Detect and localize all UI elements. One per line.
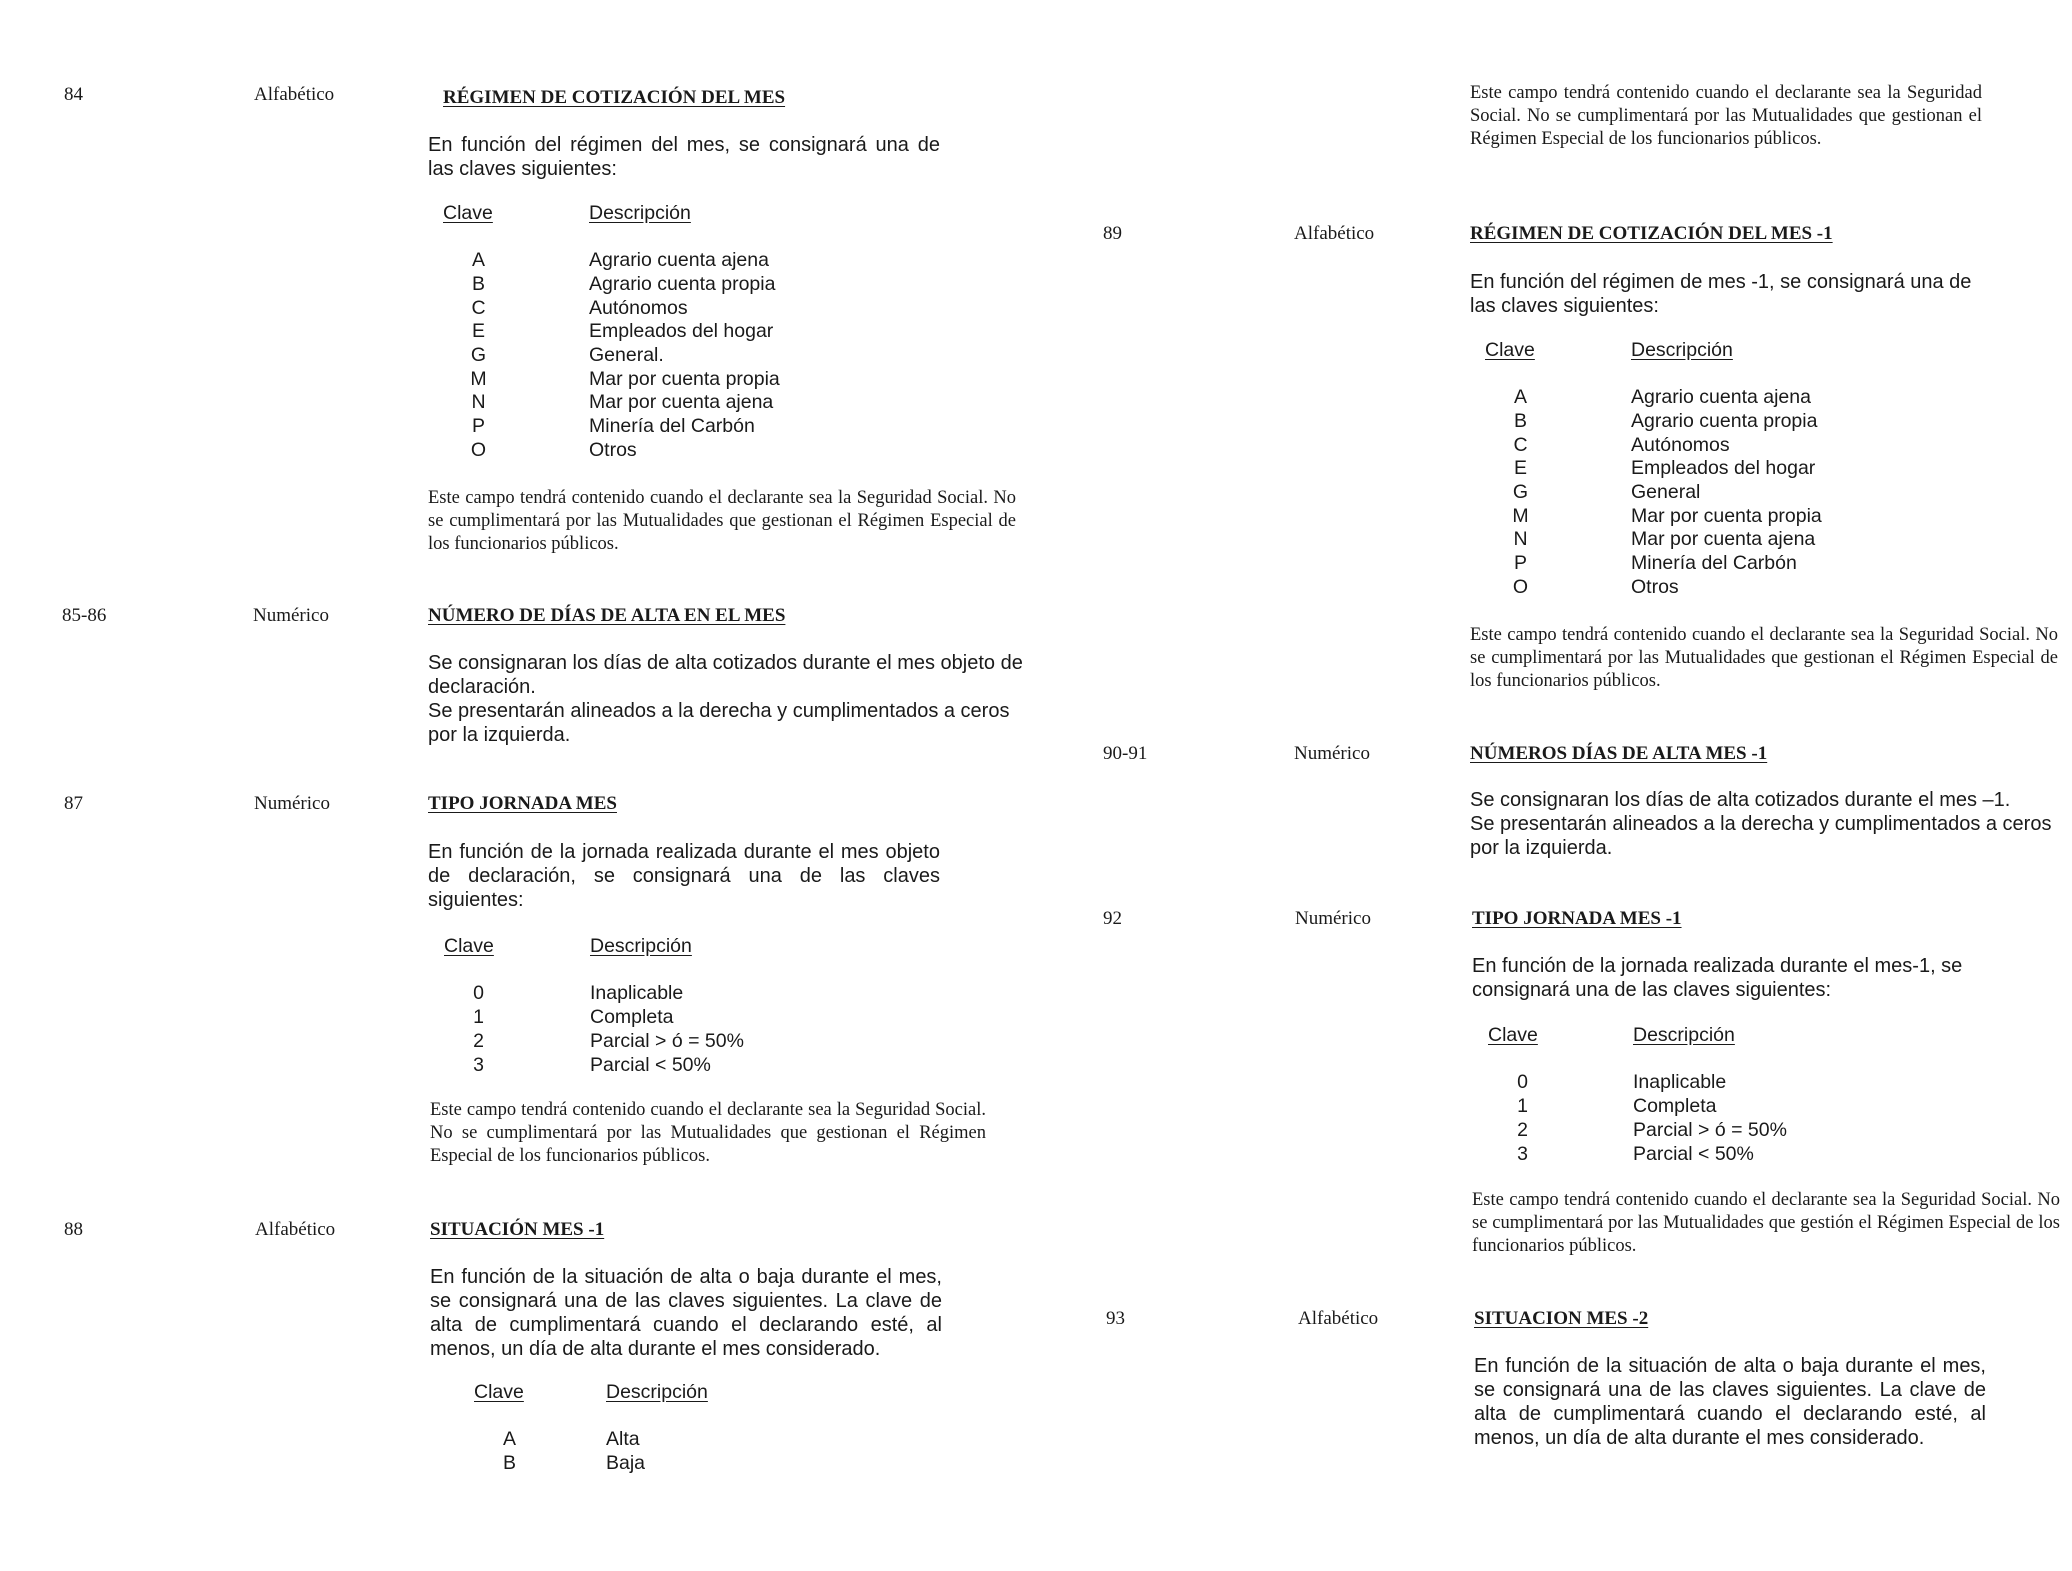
field-title: TIPO JORNADA MES (428, 793, 617, 814)
code-description: Agrario cuenta propia (1631, 410, 1818, 432)
code-row (1449, 505, 1822, 528)
code-key: 3 (1517, 1143, 1528, 1165)
code-row (1449, 410, 1817, 433)
code-key: N (471, 391, 486, 413)
field-position: 92 (1103, 908, 1122, 929)
code-description: Parcial < 50% (1633, 1143, 1754, 1165)
field-intro: En función de la jornada realizada durante el mes objeto de declaración, se consignará una de las claves siguientes: (428, 841, 940, 911)
field-position: 88 (64, 1219, 83, 1240)
code-description: Parcial > ó = 50% (1633, 1119, 1787, 1141)
code-description: Agrario cuenta propia (589, 273, 776, 295)
code-description: Agrario cuenta ajena (1631, 386, 1811, 408)
code-header-clave: Clave (1485, 339, 1535, 361)
code-row (1451, 1119, 1787, 1142)
code-description: Mar por cuenta propia (1631, 505, 1822, 527)
field-type: Numérico (1295, 908, 1371, 929)
code-key: N (1513, 528, 1528, 550)
field-intro-2: Se presentarán alineados a la derecha y cumplimentados a ceros por la izquierda. (1470, 813, 2052, 859)
code-description: Parcial > ó = 50% (590, 1030, 744, 1052)
code-header-descripcion: Descripción (1633, 1024, 1735, 1046)
code-row (1451, 1143, 1754, 1166)
code-description: Empleados del hogar (1631, 457, 1816, 479)
field-position: 87 (64, 793, 83, 814)
code-description: General. (589, 344, 664, 366)
code-header-clave: Clave (1488, 1024, 1538, 1046)
field-position: 85-86 (62, 605, 107, 626)
field-intro-2: Se presentarán alineados a la derecha y cumplimentados a ceros por la izquierda. (428, 700, 1010, 746)
code-header-descripcion: Descripción (589, 202, 691, 224)
code-description: Mar por cuenta ajena (589, 391, 774, 413)
code-header-clave: Clave (474, 1381, 524, 1403)
code-row (407, 297, 688, 320)
code-key: B (1513, 410, 1527, 432)
code-description: Autónomos (589, 297, 688, 319)
field-title: RÉGIMEN DE COTIZACIÓN DEL MES (443, 87, 786, 108)
code-row (407, 249, 769, 272)
field-intro: En función del régimen de mes -1, se consignará una de las claves siguientes: (1470, 271, 1972, 317)
code-row (1451, 1095, 1716, 1118)
field-title: TIPO JORNADA MES -1 (1472, 908, 1682, 929)
code-row (407, 273, 775, 296)
code-header-descripcion: Descripción (1631, 339, 1733, 361)
code-row (407, 368, 780, 391)
field-note: Este campo tendrá contenido cuando el declarante sea la Seguridad Social. No se cumplimentará por las Mutualidades que gestionan el Régimen Especial de los funcionarios públicos. (1470, 625, 2058, 691)
field-type: Numérico (1294, 743, 1370, 764)
field-type: Numérico (253, 605, 329, 626)
code-description: Empleados del hogar (589, 320, 774, 342)
code-row (407, 1030, 744, 1053)
field-type: Alfabético (255, 1219, 336, 1240)
field-intro: En función del régimen del mes, se consignará una de las claves siguientes: (428, 134, 940, 180)
code-description: Alta (606, 1428, 640, 1450)
code-description: General (1631, 481, 1701, 503)
field-position: 89 (1103, 223, 1122, 244)
field-intro: Se consignaran los días de alta cotizados durante el mes objeto de declaración. (428, 652, 1023, 698)
field-position: 90-91 (1103, 743, 1148, 764)
code-key: C (471, 297, 486, 319)
code-key: O (470, 439, 487, 461)
code-description: Minería del Carbón (1631, 552, 1797, 574)
code-key: C (1513, 434, 1528, 456)
code-description: Minería del Carbón (589, 415, 755, 437)
code-row (1449, 576, 1679, 599)
code-key: O (1512, 576, 1529, 598)
code-row (407, 439, 637, 462)
code-key: G (470, 344, 487, 366)
code-key: E (1513, 457, 1527, 479)
code-header-clave: Clave (443, 202, 493, 224)
code-key: 2 (1517, 1119, 1528, 1141)
code-description: Agrario cuenta ajena (589, 249, 769, 271)
code-description: Inaplicable (590, 982, 684, 1004)
code-header-clave: Clave (444, 935, 494, 957)
code-row (407, 1006, 673, 1029)
field-position: 84 (64, 84, 83, 105)
code-row (1451, 1071, 1726, 1094)
code-row (407, 982, 683, 1005)
field-title: SITUACION MES -2 (1474, 1308, 1649, 1329)
code-description: Baja (606, 1452, 646, 1474)
code-row (1449, 528, 1815, 551)
code-key: 3 (473, 1054, 484, 1076)
code-description: Otros (589, 439, 637, 461)
code-table (438, 1381, 938, 1476)
code-header-descripcion: Descripción (606, 1381, 708, 1403)
code-key: 2 (473, 1030, 484, 1052)
code-table (1451, 1024, 1971, 1164)
field-intro: Se consignaran los días de alta cotizados durante el mes –1. (1470, 789, 2011, 811)
code-row (1449, 552, 1797, 575)
code-key: 0 (473, 982, 484, 1004)
code-description: Completa (1633, 1095, 1717, 1117)
field-position: 93 (1106, 1308, 1125, 1329)
code-key: E (471, 320, 485, 342)
code-table (407, 202, 927, 464)
code-key: A (502, 1428, 516, 1450)
field-type: Alfabético (254, 84, 335, 105)
code-row (1449, 386, 1811, 409)
code-description: Inaplicable (1633, 1071, 1727, 1093)
field-title: SITUACIÓN MES -1 (430, 1219, 605, 1240)
code-row (407, 320, 773, 343)
code-key: 1 (1517, 1095, 1528, 1117)
code-row (438, 1452, 645, 1475)
code-key: P (1513, 552, 1527, 574)
field-note: Este campo tendrá contenido cuando el declarante sea la Seguridad Social. No se cumplimentará por las Mutualidades que gestionan el Régimen Especial de los funcionarios públicos. (430, 1100, 986, 1166)
field-type: Numérico (254, 793, 330, 814)
code-description: Mar por cuenta ajena (1631, 528, 1816, 550)
code-row (407, 1054, 711, 1077)
field-intro: En función de la situación de alta o baja durante el mes, se consignará una de las claves siguientes. La clave de alta de cumplimentará cuando el declarando esté, al menos, un día de alta durante el mes considerado. (430, 1266, 942, 1360)
code-key: B (471, 273, 485, 295)
code-key: M (1512, 505, 1529, 527)
code-description: Autónomos (1631, 434, 1730, 456)
code-description: Mar por cuenta propia (589, 368, 780, 390)
field-note: Este campo tendrá contenido cuando el declarante sea la Seguridad Social. No se cumplimentará por las Mutualidades que gestionan el Régimen Especial de los funcionarios públicos. (428, 488, 1016, 554)
top-note: Este campo tendrá contenido cuando el declarante sea la Seguridad Social. No se cumplimentará por las Mutualidades que gestionan el Régimen Especial de los funcionarios públicos. (1470, 83, 1982, 149)
code-row (407, 415, 755, 438)
code-description: Completa (590, 1006, 674, 1028)
field-intro: En función de la jornada realizada durante el mes-1, se consignará una de las claves siguientes: (1472, 955, 1963, 1001)
code-row (407, 344, 664, 367)
code-table (1449, 339, 1969, 601)
field-type: Alfabético (1298, 1308, 1379, 1329)
code-key: A (471, 249, 485, 271)
field-intro: En función de la situación de alta o baja durante el mes, se consignará una de las claves siguientes. La clave de alta de cumplimentará cuando el declarando esté, al menos, un día de alta durante el mes considerado. (1474, 1355, 1986, 1449)
code-key: P (471, 415, 485, 437)
field-title: NÚMEROS DÍAS DE ALTA MES -1 (1470, 743, 1768, 764)
code-description: Parcial < 50% (590, 1054, 711, 1076)
code-table (407, 935, 927, 1075)
code-key: A (1513, 386, 1527, 408)
code-row (1449, 481, 1700, 504)
field-title: RÉGIMEN DE COTIZACIÓN DEL MES -1 (1470, 223, 1833, 244)
code-key: 0 (1517, 1071, 1528, 1093)
code-description: Otros (1631, 576, 1679, 598)
code-key: B (502, 1452, 516, 1474)
code-row (1449, 457, 1815, 480)
field-note: Este campo tendrá contenido cuando el declarante sea la Seguridad Social. No se cumplimentará por las Mutualidades que gestión el Régimen Especial de los funcionarios públicos. (1472, 1190, 2060, 1256)
code-key: 1 (473, 1006, 484, 1028)
field-type: Alfabético (1294, 223, 1375, 244)
code-row (438, 1428, 640, 1451)
code-key: G (1512, 481, 1529, 503)
code-key: M (470, 368, 487, 390)
code-row (407, 391, 773, 414)
code-row (1449, 434, 1730, 457)
field-title: NÚMERO DE DÍAS DE ALTA EN EL MES (428, 605, 786, 626)
code-header-descripcion: Descripción (590, 935, 692, 957)
